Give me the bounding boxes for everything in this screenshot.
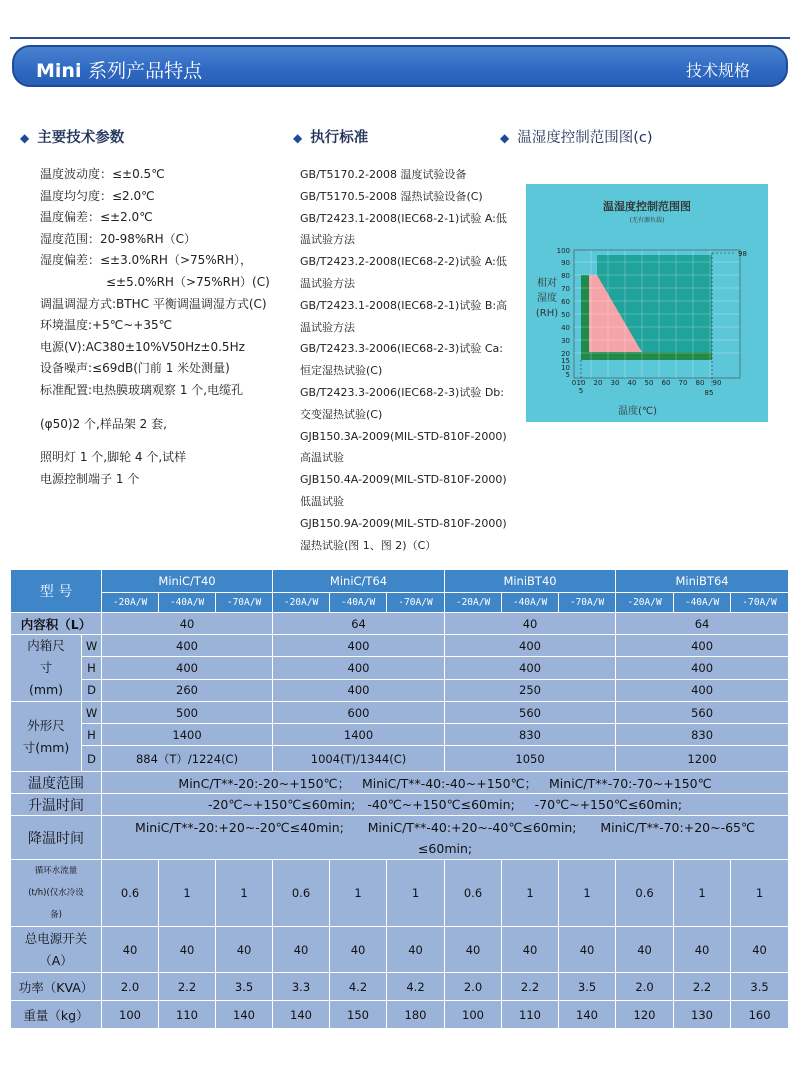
- figure-title: 温湿度控制范围图: [603, 200, 691, 213]
- inner-d-cell: 400: [273, 679, 445, 701]
- params-section-title: ◆ 主要技术参数: [20, 130, 125, 146]
- inner-w-cell: 400: [445, 635, 616, 657]
- inner-d-cell: 260: [102, 679, 273, 701]
- water-cell: 1: [559, 860, 616, 927]
- standard-line: GJB150.3A-2009(MIL-STD-810F-2000): [300, 429, 507, 443]
- ytick: 50: [561, 311, 570, 319]
- xtick: 30: [610, 379, 620, 387]
- dim-letter: W: [82, 635, 102, 657]
- outer-h-cell: 830: [616, 724, 789, 746]
- water-cell: 1: [387, 860, 445, 927]
- param-line: 电源(V):AC380±10%V50Hz±0.5Hz: [40, 339, 245, 354]
- xtick: 5: [578, 387, 584, 395]
- xtick: 50: [644, 379, 654, 387]
- standard-line: 温试验方法: [300, 233, 355, 247]
- subcol-header: -40A/W: [159, 593, 216, 613]
- switch-cell: 40: [731, 927, 789, 973]
- water-cell: 0.6: [445, 860, 502, 927]
- volume-cell: 64: [273, 613, 445, 635]
- subcol-header: -70A/W: [387, 593, 445, 613]
- param-line: 电源控制端子 1 个: [40, 471, 140, 486]
- xtick: 20: [593, 379, 603, 387]
- model-header: MiniC/T40: [102, 570, 273, 593]
- power-cell: 3.5: [731, 973, 789, 1001]
- weight-cell: 100: [102, 1001, 159, 1029]
- switch-cell: 40: [273, 927, 330, 973]
- param-line: 温度均匀度：≤2.0℃: [40, 188, 155, 203]
- switch-cell: 40: [445, 927, 502, 973]
- volume-cell: 40: [102, 613, 273, 635]
- subcol-header: -70A/W: [731, 593, 789, 613]
- outer-d-cell: 884（T）/1224(C): [102, 746, 273, 772]
- inner-d-cell: 250: [445, 679, 616, 701]
- switch-cell: 40: [674, 927, 731, 973]
- power-cell: 4.2: [330, 973, 387, 1001]
- figure-xlabel: 温度(℃): [618, 406, 658, 417]
- water-cell: 1: [674, 860, 731, 927]
- outer-d-cell: 1200: [616, 746, 789, 772]
- weight-cell: 150: [330, 1001, 387, 1029]
- standard-line: GB/T5170.5-2008 湿热试验设备(C): [300, 189, 483, 203]
- standard-line: GJB150.4A-2009(MIL-STD-810F-2000): [300, 473, 507, 487]
- green-region: [581, 275, 589, 360]
- outer-h-cell: 1400: [273, 724, 445, 746]
- outer-h-cell: 830: [445, 724, 616, 746]
- outer-w-cell: 560: [616, 702, 789, 724]
- ytick: 90: [561, 259, 570, 267]
- heat-time-cell: -20℃~+150℃≤60min; -40℃~+150℃≤60min; -70℃~+150℃≤60min;: [102, 794, 789, 816]
- param-line: 调温调湿方式:BTHC 平衡调温调湿方式(C): [40, 296, 267, 311]
- control-range-figure: [526, 184, 768, 422]
- power-cell: 2.0: [445, 973, 502, 1001]
- water-cell: 0.6: [616, 860, 674, 927]
- weight-cell: 140: [559, 1001, 616, 1029]
- weight-cell: 110: [159, 1001, 216, 1029]
- switch-label: 总电源开关 （A）: [11, 927, 102, 973]
- subcol-header: -20A/W: [445, 593, 502, 613]
- cool-time-label: 降温时间: [11, 816, 102, 860]
- ytick: 10: [561, 364, 570, 372]
- model-header: MiniBT64: [616, 570, 789, 593]
- xtick: 60: [661, 379, 671, 387]
- ytick: 30: [561, 337, 570, 345]
- model-header: MiniBT40: [445, 570, 616, 593]
- weight-cell: 180: [387, 1001, 445, 1029]
- standard-line: 温试验方法: [300, 320, 355, 334]
- subcol-header: -20A/W: [102, 593, 159, 613]
- switch-cell: 40: [502, 927, 559, 973]
- heat-time-label: 升温时间: [11, 794, 102, 816]
- standard-line: GB/T2423.1-2008(IEC68-2-1)试验 B:高: [300, 298, 508, 312]
- weight-cell: 160: [731, 1001, 789, 1029]
- water-cell: 0.6: [273, 860, 330, 927]
- ytick: 40: [561, 324, 570, 332]
- param-line: 湿度范围：20-98%RH（C）: [40, 231, 197, 246]
- standard-line: 湿热试验(图 1、图 2)（C）: [300, 538, 437, 552]
- top-rule: [10, 37, 790, 39]
- xtick: 90: [712, 379, 722, 387]
- param-line: 照明灯 1 个,脚轮 4 个,试样: [40, 450, 187, 465]
- ytick: 5: [565, 371, 570, 379]
- ytick: 60: [561, 298, 570, 306]
- volume-cell: 40: [445, 613, 616, 635]
- power-cell: 2.2: [502, 973, 559, 1001]
- standard-line: GB/T2423.1-2008(IEC68-2-1)试验 A:低: [300, 211, 507, 225]
- standard-line: GB/T2423.3-2006(IEC68-2-3)试验 Db:: [300, 385, 504, 399]
- power-cell: 3.5: [559, 973, 616, 1001]
- weight-cell: 110: [502, 1001, 559, 1029]
- figure-ylabel: 相对 湿度 (RH): [535, 278, 559, 319]
- volume-cell: 64: [616, 613, 789, 635]
- standard-line: 高温试验: [300, 451, 344, 465]
- chart-section-title: ◆ 温湿度控制范围图(c): [500, 130, 653, 146]
- power-label: 功率（KVA）: [11, 973, 102, 1001]
- water-cell: 1: [330, 860, 387, 927]
- xtick: 0: [571, 379, 577, 387]
- power-cell: 2.0: [616, 973, 674, 1001]
- outer-d-cell: 1004(T)/1344(C): [273, 746, 445, 772]
- param-line: 温度波动度：≤±0.5℃: [40, 167, 165, 181]
- page-title: Mini 系列产品特点: [36, 60, 203, 82]
- dim-letter: W: [82, 702, 102, 724]
- water-flow-label: 循环水流量 (t/h)(仅水冷设 备): [11, 860, 102, 927]
- switch-cell: 40: [216, 927, 273, 973]
- weight-cell: 140: [273, 1001, 330, 1029]
- dim-letter: D: [82, 679, 102, 701]
- banner-right-label: 技术规格: [685, 61, 750, 80]
- subcol-header: -70A/W: [216, 593, 273, 613]
- standard-line: GB/T5170.2-2008 温度试验设备: [300, 168, 467, 181]
- subcol-header: -70A/W: [559, 593, 616, 613]
- title-banner: [12, 45, 788, 87]
- dim-letter: D: [82, 746, 102, 772]
- inner-w-cell: 400: [273, 635, 445, 657]
- water-cell: 1: [502, 860, 559, 927]
- switch-cell: 40: [330, 927, 387, 973]
- water-cell: 1: [159, 860, 216, 927]
- xtick: 40: [627, 379, 637, 387]
- power-cell: 2.2: [159, 973, 216, 1001]
- xtick: 70: [678, 379, 688, 387]
- param-line: 湿度偏差：≤±3.0%RH（>75%RH），: [40, 253, 253, 268]
- standards-section-title: ◆ 执行标准: [293, 130, 369, 146]
- model-label: 型 号: [11, 570, 102, 613]
- standard-line: GB/T2423.3-2006(IEC68-2-3)试验 Ca:: [300, 342, 503, 356]
- water-cell: 1: [216, 860, 273, 927]
- standard-line: GB/T2423.2-2008(IEC68-2-2)试验 A:低: [300, 255, 507, 269]
- outer-w-cell: 600: [273, 702, 445, 724]
- water-cell: 1: [731, 860, 789, 927]
- weight-cell: 100: [445, 1001, 502, 1029]
- standard-line: 交变湿热试验(C): [300, 407, 383, 421]
- power-cell: 3.5: [216, 973, 273, 1001]
- dim-letter: H: [82, 724, 102, 746]
- weight-cell: 120: [616, 1001, 674, 1029]
- outer-h-cell: 1400: [102, 724, 273, 746]
- switch-cell: 40: [616, 927, 674, 973]
- subcol-header: -20A/W: [616, 593, 674, 613]
- switch-cell: 40: [102, 927, 159, 973]
- xtick: 85: [704, 389, 714, 397]
- outer-w-cell: 560: [445, 702, 616, 724]
- power-cell: 2.0: [102, 973, 159, 1001]
- xtick: 80: [695, 379, 705, 387]
- power-cell: 2.2: [674, 973, 731, 1001]
- subcol-header: -40A/W: [330, 593, 387, 613]
- water-cell: 0.6: [102, 860, 159, 927]
- ytick: 20: [561, 350, 570, 358]
- standard-line: GJB150.9A-2009(MIL-STD-810F-2000): [300, 516, 507, 530]
- param-line: 环境温度:+5℃~+35℃: [40, 318, 173, 333]
- subcol-header: -40A/W: [674, 593, 731, 613]
- cool-time-cell: MiniC/T**-20:+20~-20℃≤40min; MiniC/T**-40:+20~-40℃≤60min; MiniC/T**-70:+20~-65℃ ≤60min;: [102, 816, 789, 860]
- outer-d-cell: 1050: [445, 746, 616, 772]
- dim-letter: H: [82, 657, 102, 679]
- switch-cell: 40: [387, 927, 445, 973]
- subcol-header: -20A/W: [273, 593, 330, 613]
- inner-w-cell: 400: [616, 635, 789, 657]
- inner-dims-label: 内箱尺 寸 (mm): [11, 635, 82, 702]
- inner-w-cell: 400: [102, 635, 273, 657]
- params-list: [40, 164, 270, 490]
- ytick: 70: [561, 285, 570, 293]
- temp-range-label: 温度范围: [11, 772, 102, 794]
- figure-subtitle: (无有源负载): [629, 217, 665, 224]
- power-cell: 3.3: [273, 973, 330, 1001]
- weight-cell: 140: [216, 1001, 273, 1029]
- standards-list: [300, 164, 515, 556]
- inner-h-cell: 400: [445, 657, 616, 679]
- outer-dims-label: 外形尺 寸(mm): [11, 702, 82, 772]
- standard-line: 温试验方法: [300, 276, 355, 290]
- xtick: 10: [576, 379, 586, 387]
- ytick: 80: [561, 272, 570, 280]
- volume-label: 内容积（L）: [11, 613, 102, 635]
- weight-cell: 130: [674, 1001, 731, 1029]
- temp-range-cell: MinC/T**-20:-20~+150℃； MiniC/T**-40:-40~+150℃； MiniC/T**-70:-70~+150℃: [102, 772, 789, 794]
- switch-cell: 40: [559, 927, 616, 973]
- standard-line: 恒定湿热试验(C): [300, 364, 383, 378]
- param-line: 设备噪声:≤69dB(门前 1 米处测量): [40, 361, 230, 376]
- outer-w-cell: 500: [102, 702, 273, 724]
- power-cell: 4.2: [387, 973, 445, 1001]
- standard-line: 低温试验: [300, 494, 344, 508]
- param-line: ≤±5.0%RH（>75%RH）(C): [106, 274, 270, 289]
- model-header: MiniC/T64: [273, 570, 445, 593]
- param-line: 标准配置:电热膜玻璃观察 1 个,电缆孔: [40, 382, 244, 397]
- switch-cell: 40: [159, 927, 216, 973]
- inner-h-cell: 400: [273, 657, 445, 679]
- inner-h-cell: 400: [102, 657, 273, 679]
- ytick: 100: [556, 247, 570, 255]
- inner-h-cell: 400: [616, 657, 789, 679]
- inner-d-cell: 400: [616, 679, 789, 701]
- param-line: (φ50)2 个,样品架 2 套,: [40, 416, 167, 431]
- weight-label: 重量（kg）: [11, 1001, 102, 1029]
- param-line: 温度偏差：≤±2.0℃: [40, 210, 153, 225]
- figure-plot: [526, 184, 768, 422]
- ytick: 15: [561, 357, 570, 365]
- subcol-header: -40A/W: [502, 593, 559, 613]
- green-region: [589, 352, 712, 360]
- ytick: 98: [738, 250, 747, 258]
- spec-table: [10, 569, 789, 1029]
